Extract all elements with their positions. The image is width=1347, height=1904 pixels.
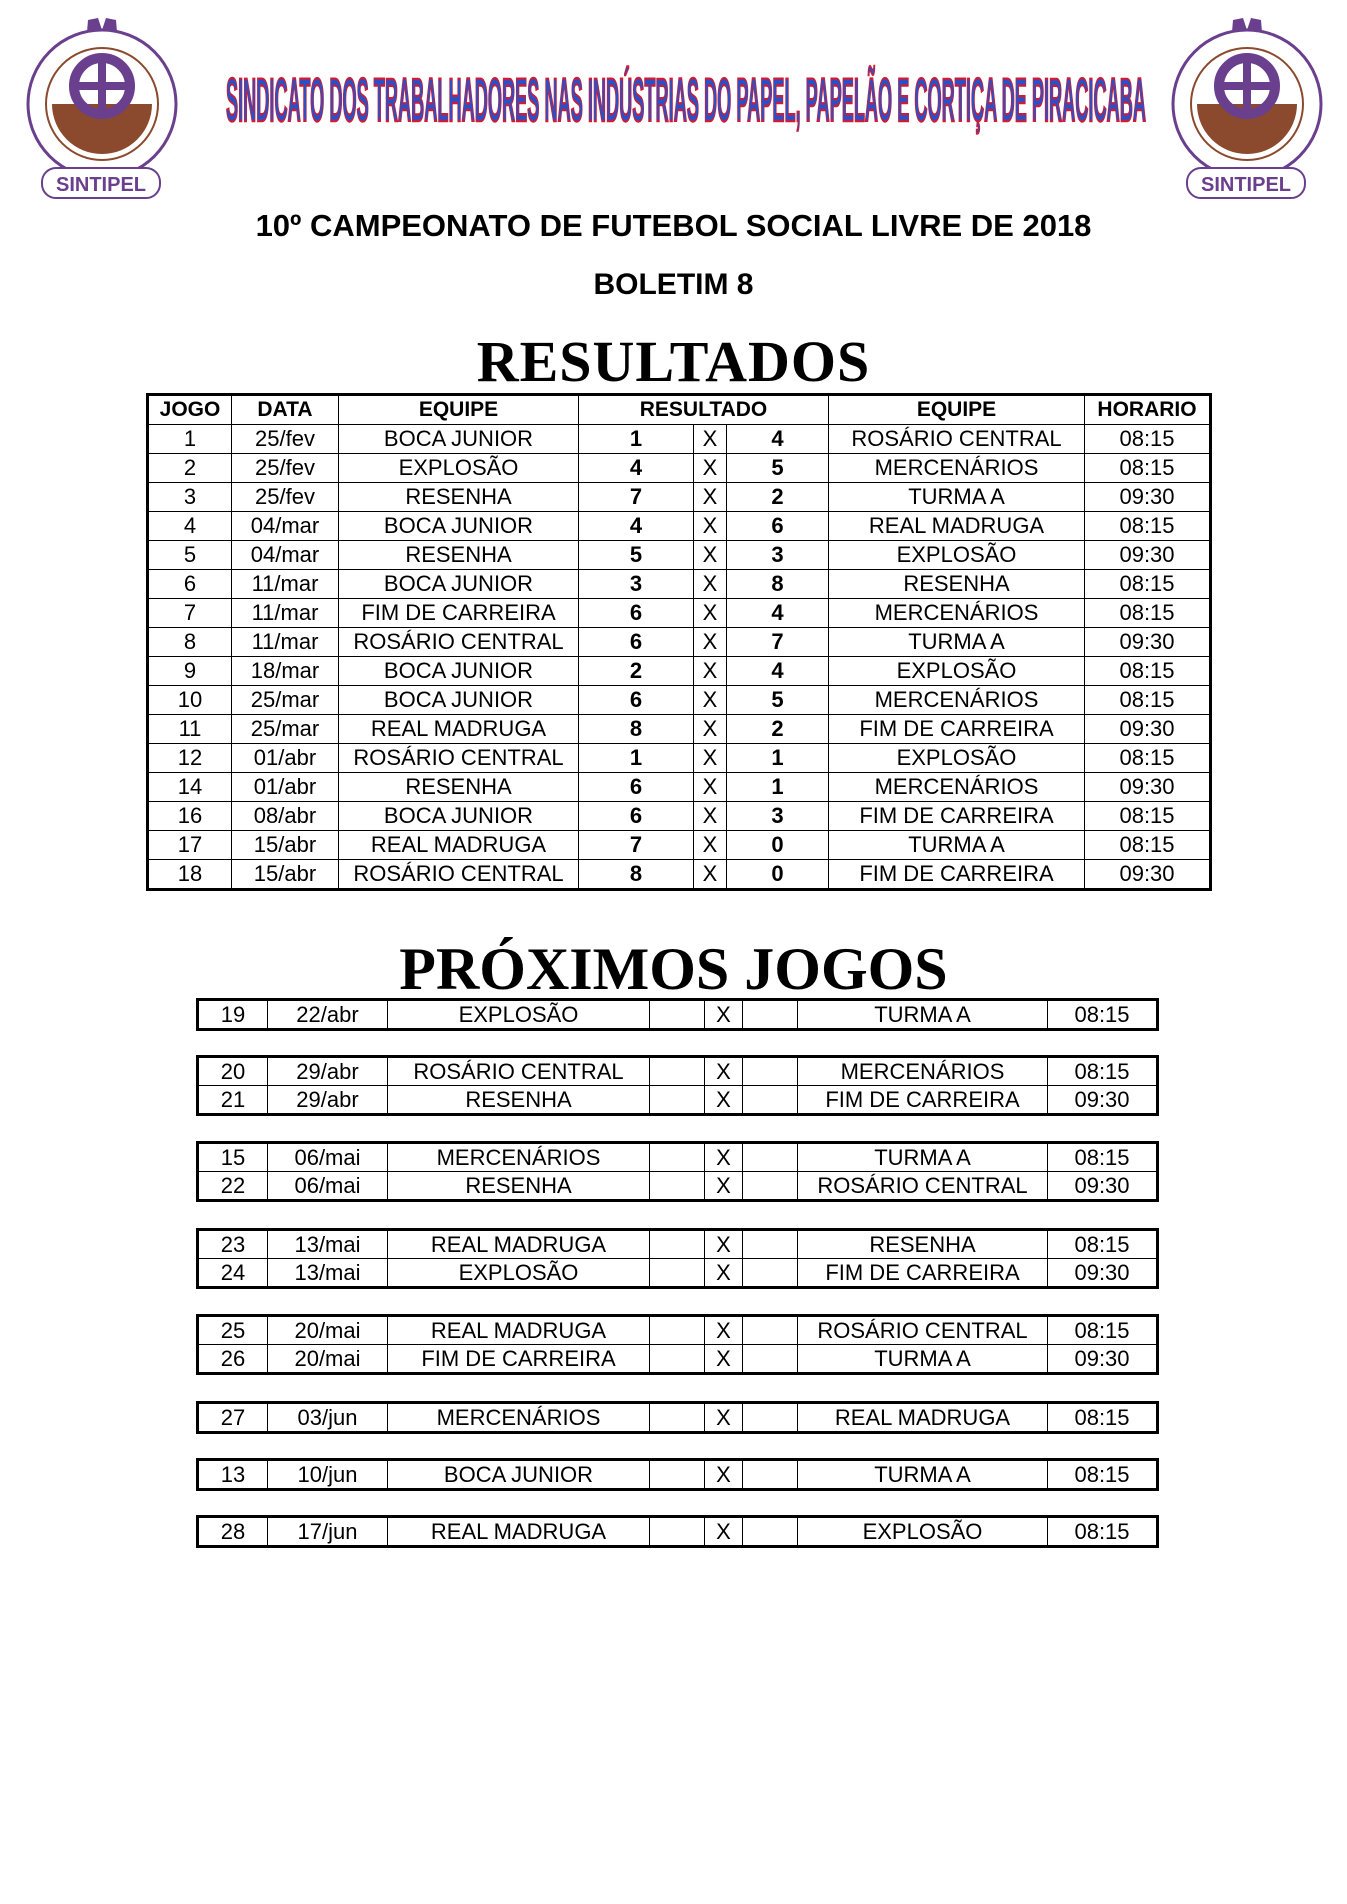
cell-hora: 08:15: [1085, 686, 1211, 715]
cell-away: REAL MADRUGA: [829, 512, 1085, 541]
cell-data: 06/mai: [268, 1143, 388, 1172]
cell-x: X: [705, 1000, 743, 1030]
cell-blank1: [650, 1345, 705, 1374]
cell-jogo: 19: [198, 1000, 268, 1030]
cell-jogo: 17: [148, 831, 232, 860]
cell-hs: 7: [579, 831, 694, 860]
cell-jogo: 12: [148, 744, 232, 773]
cell-jogo: 9: [148, 657, 232, 686]
cell-hs: 6: [579, 628, 694, 657]
table-row: [198, 1460, 1158, 1490]
upcoming-group: [196, 1401, 1159, 1434]
cell-away: REAL MADRUGA: [798, 1403, 1048, 1433]
cell-blank2: [743, 1460, 798, 1490]
cell-jogo: 24: [198, 1259, 268, 1288]
cell-x: X: [694, 773, 727, 802]
cell-away: RESENHA: [798, 1230, 1048, 1259]
cell-x: X: [705, 1460, 743, 1490]
cell-home: BOCA JUNIOR: [339, 425, 579, 454]
cell-data: 25/mar: [232, 686, 339, 715]
cell-x: X: [705, 1172, 743, 1201]
table-row: [198, 1000, 1158, 1030]
cell-data: 13/mai: [268, 1259, 388, 1288]
cell-jogo: 6: [148, 570, 232, 599]
cell-as: 5: [727, 686, 829, 715]
cell-jogo: 4: [148, 512, 232, 541]
cell-blank1: [650, 1403, 705, 1433]
cell-as: 8: [727, 570, 829, 599]
cell-home: EXPLOSÃO: [388, 1259, 650, 1288]
cell-home: MERCENÁRIOS: [388, 1403, 650, 1433]
cell-as: 4: [727, 425, 829, 454]
cell-data: 03/jun: [268, 1403, 388, 1433]
cell-jogo: 25: [198, 1316, 268, 1345]
table-row: [198, 1403, 1158, 1433]
cell-hora: 08:15: [1085, 802, 1211, 831]
cell-x: X: [694, 860, 727, 890]
cell-home: ROSÁRIO CENTRAL: [339, 628, 579, 657]
cell-away: EXPLOSÃO: [829, 744, 1085, 773]
cell-hora: 08:15: [1048, 1517, 1158, 1547]
cell-as: 1: [727, 744, 829, 773]
cell-hora: 09:30: [1048, 1086, 1158, 1115]
cell-data: 06/mai: [268, 1172, 388, 1201]
cell-home: RESENHA: [339, 483, 579, 512]
cell-blank1: [650, 1172, 705, 1201]
cell-home: REAL MADRUGA: [339, 715, 579, 744]
cell-blank1: [650, 1086, 705, 1115]
cell-jogo: 21: [198, 1086, 268, 1115]
cell-as: 1: [727, 773, 829, 802]
cell-blank2: [743, 1057, 798, 1086]
svg-text:SINTIPEL: SINTIPEL: [55, 174, 147, 196]
cell-data: 15/abr: [232, 860, 339, 890]
cell-data: 22/abr: [268, 1000, 388, 1030]
svg-text:SINDICATO DOS TRABALHADORES NA: SINDICATO DOS TRABALHADORES NAS INDÚSTRIAS DO PAPEL, PAPELÃO E CORTIÇA DE PIRACICABA: [226, 66, 1146, 135]
cell-x: X: [694, 657, 727, 686]
sintipel-logo-right: [1167, 12, 1325, 204]
cell-jogo: 11: [148, 715, 232, 744]
cell-away: MERCENÁRIOS: [798, 1057, 1048, 1086]
upcoming-group: [196, 1458, 1159, 1491]
cell-home: BOCA JUNIOR: [339, 657, 579, 686]
cell-away: FIM DE CARREIRA: [798, 1086, 1048, 1115]
cell-jogo: 3: [148, 483, 232, 512]
cell-data: 25/mar: [232, 715, 339, 744]
upcoming-group: [196, 1515, 1159, 1548]
col-resultado: RESULTADO: [579, 395, 829, 425]
cell-data: 18/mar: [232, 657, 339, 686]
cell-x: X: [694, 802, 727, 831]
cell-data: 29/abr: [268, 1086, 388, 1115]
cell-x: X: [705, 1057, 743, 1086]
cell-hs: 1: [579, 425, 694, 454]
cell-jogo: 26: [198, 1345, 268, 1374]
cell-away: ROSÁRIO CENTRAL: [798, 1316, 1048, 1345]
cell-as: 4: [727, 657, 829, 686]
cell-as: 4: [727, 599, 829, 628]
cell-hora: 08:15: [1048, 1057, 1158, 1086]
table-row: [198, 1316, 1158, 1345]
cell-x: X: [705, 1230, 743, 1259]
cell-x: X: [694, 483, 727, 512]
cell-data: 17/jun: [268, 1517, 388, 1547]
cell-home: RESENHA: [339, 773, 579, 802]
col-jogo: JOGO: [148, 395, 232, 425]
cell-data: 01/abr: [232, 744, 339, 773]
cell-blank1: [650, 1230, 705, 1259]
cell-x: X: [694, 744, 727, 773]
table-row: [148, 831, 1211, 860]
cell-hora: 09:30: [1048, 1345, 1158, 1374]
cell-hora: 09:30: [1048, 1259, 1158, 1288]
cell-jogo: 18: [148, 860, 232, 890]
cell-away: FIM DE CARREIRA: [798, 1259, 1048, 1288]
cell-x: X: [705, 1143, 743, 1172]
cell-hora: 08:15: [1048, 1000, 1158, 1030]
cell-away: MERCENÁRIOS: [829, 773, 1085, 802]
cell-hora: 08:15: [1085, 744, 1211, 773]
cell-home: BOCA JUNIOR: [339, 686, 579, 715]
upcoming-group: [196, 1055, 1159, 1116]
cell-x: X: [694, 454, 727, 483]
upcoming-heading: PRÓXIMOS JOGOS: [399, 936, 948, 1002]
cell-hs: 8: [579, 860, 694, 890]
cell-hora: 08:15: [1048, 1460, 1158, 1490]
cell-hs: 4: [579, 454, 694, 483]
cell-blank1: [650, 1000, 705, 1030]
cell-x: X: [705, 1345, 743, 1374]
upcoming-group: [196, 1314, 1159, 1375]
cell-away: TURMA A: [798, 1345, 1048, 1374]
results-heading: RESULTADOS: [476, 329, 871, 394]
sintipel-logo-left: [22, 12, 180, 204]
cell-away: FIM DE CARREIRA: [829, 860, 1085, 890]
cell-hora: 09:30: [1085, 628, 1211, 657]
union-banner: [220, 38, 1152, 138]
col-data: DATA: [232, 395, 339, 425]
col-horario: HORARIO: [1085, 395, 1211, 425]
cell-x: X: [705, 1316, 743, 1345]
table-row: [148, 744, 1211, 773]
cell-home: EXPLOSÃO: [388, 1000, 650, 1030]
cell-home: FIM DE CARREIRA: [388, 1345, 650, 1374]
cell-hora: 09:30: [1085, 860, 1211, 890]
cell-blank2: [743, 1143, 798, 1172]
cell-blank2: [743, 1259, 798, 1288]
table-row: [148, 541, 1211, 570]
table-row: [198, 1172, 1158, 1201]
cell-as: 5: [727, 454, 829, 483]
cell-data: 20/mai: [268, 1316, 388, 1345]
cell-hora: 08:15: [1085, 425, 1211, 454]
cell-as: 3: [727, 541, 829, 570]
table-row: [148, 657, 1211, 686]
cell-hora: 08:15: [1048, 1230, 1158, 1259]
cell-x: X: [705, 1086, 743, 1115]
cell-x: X: [694, 541, 727, 570]
cell-home: BOCA JUNIOR: [388, 1460, 650, 1490]
cell-away: TURMA A: [829, 483, 1085, 512]
cell-jogo: 10: [148, 686, 232, 715]
cell-data: 11/mar: [232, 628, 339, 657]
cell-hs: 6: [579, 773, 694, 802]
table-row: [148, 773, 1211, 802]
cell-home: BOCA JUNIOR: [339, 570, 579, 599]
cell-home: MERCENÁRIOS: [388, 1143, 650, 1172]
cell-data: 08/abr: [232, 802, 339, 831]
table-row: [198, 1230, 1158, 1259]
cell-away: EXPLOSÃO: [829, 657, 1085, 686]
upcoming-group: [196, 1228, 1159, 1289]
cell-data: 15/abr: [232, 831, 339, 860]
cell-as: 0: [727, 860, 829, 890]
cell-hs: 8: [579, 715, 694, 744]
cell-home: ROSÁRIO CENTRAL: [339, 744, 579, 773]
cell-x: X: [694, 628, 727, 657]
results-table: [146, 393, 1212, 891]
cell-jogo: 1: [148, 425, 232, 454]
cell-hs: 4: [579, 512, 694, 541]
table-row: [148, 483, 1211, 512]
cell-hs: 5: [579, 541, 694, 570]
cell-data: 11/mar: [232, 599, 339, 628]
cell-x: X: [694, 686, 727, 715]
cell-data: 11/mar: [232, 570, 339, 599]
cell-blank2: [743, 1403, 798, 1433]
cell-jogo: 16: [148, 802, 232, 831]
cell-home: RESENHA: [388, 1172, 650, 1201]
cell-home: RESENHA: [388, 1086, 650, 1115]
table-row: [198, 1345, 1158, 1374]
cell-x: X: [694, 831, 727, 860]
cell-home: ROSÁRIO CENTRAL: [339, 860, 579, 890]
cell-away: FIM DE CARREIRA: [829, 802, 1085, 831]
cell-jogo: 8: [148, 628, 232, 657]
table-row: [148, 628, 1211, 657]
cell-x: X: [694, 425, 727, 454]
cell-hora: 08:15: [1085, 599, 1211, 628]
cell-jogo: 14: [148, 773, 232, 802]
cell-data: 10/jun: [268, 1460, 388, 1490]
championship-title: 10º CAMPEONATO DE FUTEBOL SOCIAL LIVRE DE 2018: [255, 208, 1092, 243]
cell-away: ROSÁRIO CENTRAL: [798, 1172, 1048, 1201]
cell-hs: 6: [579, 802, 694, 831]
cell-away: ROSÁRIO CENTRAL: [829, 425, 1085, 454]
bulletin-title: BOLETIM 8: [593, 268, 754, 301]
cell-hs: 6: [579, 686, 694, 715]
cell-home: ROSÁRIO CENTRAL: [388, 1057, 650, 1086]
cell-home: FIM DE CARREIRA: [339, 599, 579, 628]
cell-away: TURMA A: [798, 1143, 1048, 1172]
table-row: [148, 599, 1211, 628]
cell-data: 25/fev: [232, 454, 339, 483]
col-equipe-home: EQUIPE: [339, 395, 579, 425]
cell-hs: 7: [579, 483, 694, 512]
cell-jogo: 20: [198, 1057, 268, 1086]
cell-home: REAL MADRUGA: [388, 1517, 650, 1547]
cell-hora: 09:30: [1085, 483, 1211, 512]
cell-hora: 08:15: [1085, 570, 1211, 599]
cell-x: X: [705, 1259, 743, 1288]
cell-away: MERCENÁRIOS: [829, 454, 1085, 483]
cell-hora: 09:30: [1085, 715, 1211, 744]
cell-away: EXPLOSÃO: [829, 541, 1085, 570]
cell-as: 0: [727, 831, 829, 860]
cell-away: MERCENÁRIOS: [829, 686, 1085, 715]
cell-hora: 08:15: [1048, 1403, 1158, 1433]
cell-as: 7: [727, 628, 829, 657]
cell-blank1: [650, 1316, 705, 1345]
cell-away: EXPLOSÃO: [798, 1517, 1048, 1547]
cell-data: 20/mai: [268, 1345, 388, 1374]
cell-blank1: [650, 1460, 705, 1490]
cell-blank2: [743, 1517, 798, 1547]
cell-jogo: 22: [198, 1172, 268, 1201]
results-header-row: [148, 395, 1211, 425]
cell-x: X: [694, 715, 727, 744]
table-row: [148, 570, 1211, 599]
cell-as: 6: [727, 512, 829, 541]
table-row: [148, 512, 1211, 541]
cell-blank1: [650, 1259, 705, 1288]
cell-home: REAL MADRUGA: [388, 1316, 650, 1345]
table-row: [148, 802, 1211, 831]
cell-home: REAL MADRUGA: [388, 1230, 650, 1259]
cell-blank1: [650, 1143, 705, 1172]
cell-away: TURMA A: [798, 1000, 1048, 1030]
cell-blank1: [650, 1057, 705, 1086]
gear-icon: [1173, 18, 1321, 178]
gear-icon: [28, 18, 176, 178]
table-row: [148, 686, 1211, 715]
cell-home: BOCA JUNIOR: [339, 802, 579, 831]
cell-hora: 08:15: [1085, 512, 1211, 541]
cell-data: 04/mar: [232, 541, 339, 570]
cell-hora: 08:15: [1085, 657, 1211, 686]
cell-data: 25/fev: [232, 483, 339, 512]
upcoming-group: [196, 1141, 1159, 1202]
cell-hs: 1: [579, 744, 694, 773]
cell-home: REAL MADRUGA: [339, 831, 579, 860]
cell-x: X: [694, 570, 727, 599]
table-row: [198, 1143, 1158, 1172]
svg-text:SINTIPEL: SINTIPEL: [1200, 174, 1292, 196]
cell-blank1: [650, 1517, 705, 1547]
table-row: [198, 1086, 1158, 1115]
table-row: [198, 1259, 1158, 1288]
cell-hora: 08:15: [1085, 454, 1211, 483]
cell-jogo: 5: [148, 541, 232, 570]
cell-hora: 09:30: [1085, 773, 1211, 802]
cell-blank2: [743, 1230, 798, 1259]
cell-data: 29/abr: [268, 1057, 388, 1086]
cell-jogo: 2: [148, 454, 232, 483]
cell-as: 2: [727, 715, 829, 744]
cell-jogo: 15: [198, 1143, 268, 1172]
cell-jogo: 27: [198, 1403, 268, 1433]
cell-hs: 3: [579, 570, 694, 599]
upcoming-group: [196, 998, 1159, 1031]
cell-blank2: [743, 1316, 798, 1345]
cell-blank2: [743, 1345, 798, 1374]
cell-data: 25/fev: [232, 425, 339, 454]
cell-hora: 08:15: [1085, 831, 1211, 860]
table-row: [198, 1057, 1158, 1086]
cell-data: 13/mai: [268, 1230, 388, 1259]
table-row: [148, 425, 1211, 454]
cell-data: 01/abr: [232, 773, 339, 802]
cell-x: X: [694, 599, 727, 628]
cell-home: RESENHA: [339, 541, 579, 570]
cell-away: TURMA A: [829, 831, 1085, 860]
cell-away: RESENHA: [829, 570, 1085, 599]
table-row: [148, 860, 1211, 890]
cell-blank2: [743, 1000, 798, 1030]
table-row: [148, 715, 1211, 744]
cell-x: X: [705, 1517, 743, 1547]
cell-away: MERCENÁRIOS: [829, 599, 1085, 628]
cell-as: 3: [727, 802, 829, 831]
table-row: [198, 1517, 1158, 1547]
cell-blank2: [743, 1172, 798, 1201]
cell-jogo: 13: [198, 1460, 268, 1490]
cell-x: X: [705, 1403, 743, 1433]
table-row: [148, 454, 1211, 483]
cell-jogo: 28: [198, 1517, 268, 1547]
cell-data: 04/mar: [232, 512, 339, 541]
cell-away: FIM DE CARREIRA: [829, 715, 1085, 744]
cell-jogo: 7: [148, 599, 232, 628]
cell-hora: 09:30: [1085, 541, 1211, 570]
cell-hora: 08:15: [1048, 1143, 1158, 1172]
cell-away: TURMA A: [829, 628, 1085, 657]
cell-x: X: [694, 512, 727, 541]
cell-jogo: 23: [198, 1230, 268, 1259]
cell-hs: 6: [579, 599, 694, 628]
cell-hs: 2: [579, 657, 694, 686]
cell-hora: 09:30: [1048, 1172, 1158, 1201]
cell-away: TURMA A: [798, 1460, 1048, 1490]
cell-home: EXPLOSÃO: [339, 454, 579, 483]
cell-as: 2: [727, 483, 829, 512]
cell-home: BOCA JUNIOR: [339, 512, 579, 541]
cell-hora: 08:15: [1048, 1316, 1158, 1345]
col-equipe-away: EQUIPE: [829, 395, 1085, 425]
cell-blank2: [743, 1086, 798, 1115]
